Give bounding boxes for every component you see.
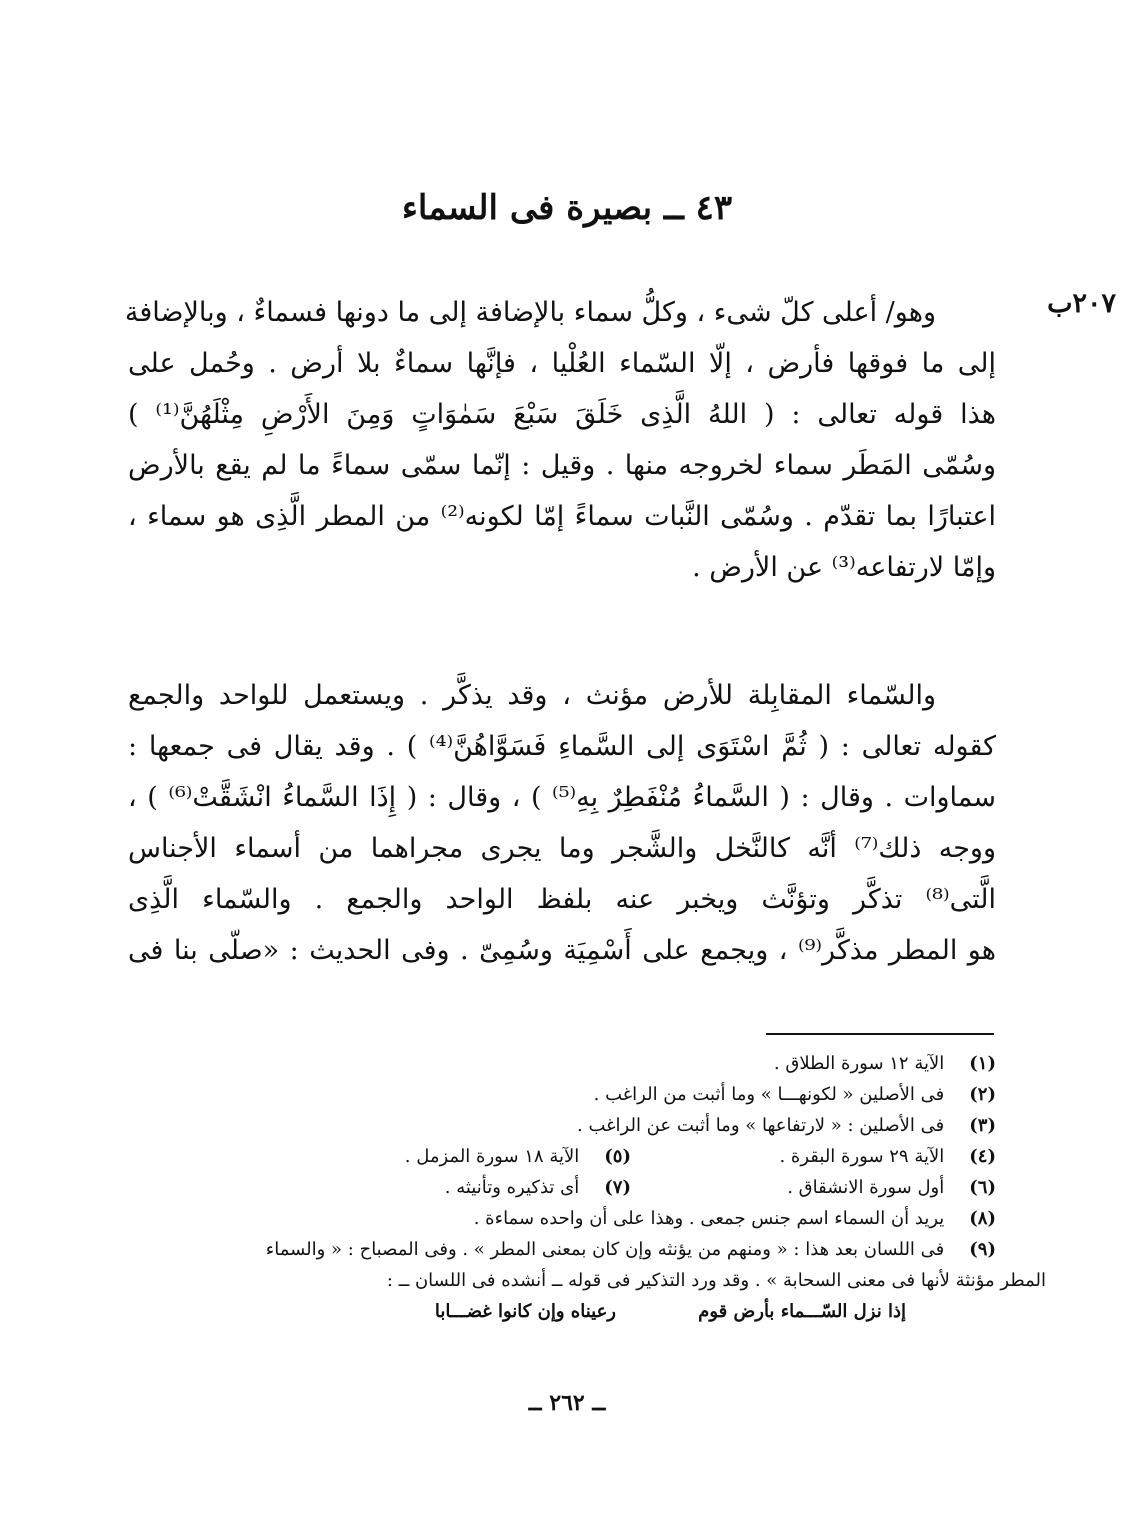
text-line: ووجه ذلك⁽⁷⁾ أنَّه كالنَّخل والشَّجر وما يجرى مجراهما من أسماء الأجناس: [128, 833, 996, 864]
footnote-5: [266, 1141, 631, 1172]
footnote-4: [631, 1141, 996, 1172]
text-line: وهو/ أعلى كلّ شىء ، وكلُّ سماء بالإضافة إلى ما دونها فسماءٌ ، وبالإضافة: [124, 297, 936, 328]
poetry-verse: [128, 1296, 996, 1327]
footnote-7: [266, 1172, 631, 1203]
footnote-text: يريد أن السماء اسم جنس جمعى . وهذا على أن واحده سماءة .: [473, 1208, 945, 1229]
footnote-text: الآية ٢٩ سورة البقرة .: [779, 1146, 945, 1167]
text-line: وسُمّى المَطَر سماء لخروجه منها . وقيل : إنّما سمّى سماءً ما لم يقع بالأرض: [128, 450, 996, 481]
footnote-text: أى تذكيره وتأنيثه .: [444, 1177, 580, 1198]
marginal-folio-reference: ٢٠٧ب: [1047, 288, 1116, 319]
footnote-text: الآية ١٨ سورة المزمل .: [404, 1146, 580, 1167]
footnote-row-4-5: [128, 1141, 996, 1172]
text-line: والسّماء المقابِلة للأرض مؤنث ، وقد يذكَّر . ويستعمل للواحد والجمع: [128, 680, 936, 711]
footnote-text: أول سورة الانشقاق .: [787, 1177, 945, 1198]
footnote-9-continuation: المطر مؤنثة لأنها فى معنى السحابة » . وقد ورد التذكير فى قوله ــ أنشده فى اللسان ــ :: [386, 1270, 1046, 1291]
footnote-text: الآية ١٢ سورة الطلاق .: [773, 1053, 945, 1074]
text-line: هذا قوله تعالى : ( اللهُ الَّذِى خَلَقَ سَبْعَ سَمٰوَاتٍ وَمِنَ الأَرْضِ مِثْلَهُنَّ⁽¹⁾ ): [128, 399, 996, 430]
footnote-number: (٦): [969, 1177, 996, 1198]
text-line: إلى ما فوقها فأرض ، إلّا السّماء العُلْيا ، فإنَّها سماءٌ بلا أرض . وحُمل على: [128, 348, 996, 379]
footnote-row-6-7: [128, 1172, 996, 1203]
footnote-text: فى اللسان بعد هذا : « ومنهم من يؤنثه وإن كان بمعنى المطر » . وفى المصباح : « والسماء: [265, 1239, 945, 1260]
footnote-number: (٢): [969, 1084, 996, 1105]
chapter-title: ٤٣ ــ بصيرة فى السماء: [401, 188, 733, 228]
footnote-number: (٣): [969, 1115, 996, 1136]
verse-second-hemistich: رعيناه وإن كانوا غضـــابا: [434, 1301, 616, 1322]
verse-first-hemistich: إذا نزل السّـــماء بأرض قوم: [698, 1301, 906, 1322]
footnote-number: (٩): [969, 1239, 996, 1260]
footnote-9: [128, 1234, 996, 1265]
text-line: سماوات . وقال : ( السَّماءُ مُنْفَطِرٌ بِهِ⁽⁵⁾ ) ، وقال : ( إِذَا السَّماءُ انْشَقَّتْ⁽⁶⁾ ) ،: [128, 782, 996, 813]
footnote-text: فى الأصلين : « لارتفاعها » وما أثبت عن الراغب .: [577, 1115, 945, 1136]
text-line: هو المطر مذكَّر⁽⁹⁾ ، ويجمع على أَسْمِيَة وسُمِىّ . وفى الحديث : «صلّى بنا فى: [128, 935, 996, 966]
footnote-number: (٥): [604, 1146, 631, 1167]
footnote-3: [128, 1110, 996, 1141]
footnote-text: فى الأصلين « لكونهـــا » وما أثبت من الراغب .: [593, 1084, 945, 1105]
footnote-8: [128, 1203, 996, 1234]
text-line: وإمّا لارتفاعه⁽³⁾ عن الأرض .: [692, 552, 996, 583]
footnote-number: (٨): [969, 1208, 996, 1229]
paragraph-1: [124, 287, 996, 593]
paragraph-2: [128, 670, 996, 976]
footnote-6: [631, 1172, 996, 1203]
footnote-1: [128, 1048, 996, 1079]
footnote-number: (٤): [969, 1146, 996, 1167]
text-line: كقوله تعالى : ( ثُمَّ اسْتَوَى إلى السَّماءِ فَسَوَّاهُنَّ⁽⁴⁾ ) . وقد يقال فى جمعها :: [128, 731, 997, 762]
footnote-number: (١): [969, 1053, 996, 1074]
text-line: اعتبارًا بما تقدّم . وسُمّى النَّبات سماءً إمّا لكونه⁽²⁾ من المطر الَّذِى هو سماء ،: [128, 501, 996, 532]
footnote-separator: [766, 1033, 994, 1035]
footnotes: [128, 1048, 1046, 1327]
text-line: الَّتى⁽⁸⁾ تذكَّر وتؤنَّث ويخبر عنه بلفظ الواحد والجمع . والسّماء الَّذِى: [128, 884, 996, 915]
footnote-2: [128, 1079, 996, 1110]
footnote-number: (٧): [604, 1177, 631, 1198]
page-number: ــ ٢٦٢ ــ: [528, 1390, 606, 1416]
